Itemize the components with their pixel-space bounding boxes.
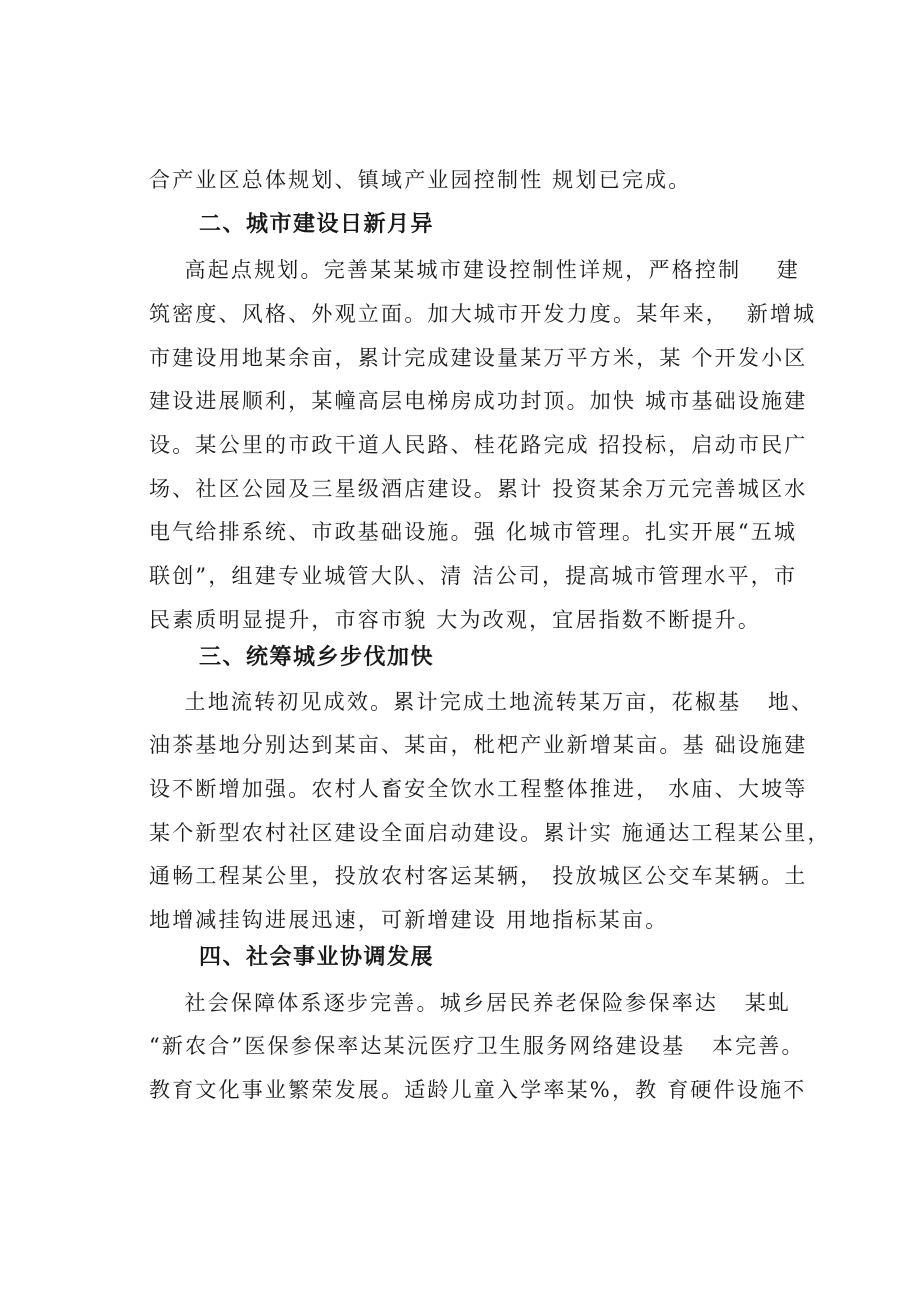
section-heading-urban-construction: 二、城市建设日新月异 — [199, 212, 435, 237]
paragraph-line: 筑密度、风格、外观立面。加大城市开发力度。某年来， 新增城 — [149, 302, 817, 326]
paragraph-line: 电气给排系统、市政基础设施。强 化城市管理。扎实开展“五城 — [149, 520, 798, 544]
paragraph-line: 市建设用地某余亩，累计完成建设量某万平方米，某 个开发小区 — [149, 346, 808, 370]
paragraph-line: 土地流转初见成效。累计完成土地流转某万亩，花椒基 地、 — [149, 690, 815, 714]
paragraph-line: 建设进展顺利，某幢高层电梯房成功封顶。加快 城市基础设施建 — [149, 389, 808, 413]
paragraph-line: 教育文化事业繁荣发展。适龄儿童入学率某%，教 育硬件设施不 — [149, 1078, 807, 1102]
paragraph-line: 设。某公里的市政干道人民路、桂花路完成 招投标，启动市民广 — [149, 433, 808, 457]
section-heading-urban-rural: 三、统筹城乡步伐加快 — [199, 645, 435, 670]
section-heading-social-affairs: 四、社会事业协调发展 — [199, 945, 435, 970]
paragraph-line: 通畅工程某公里，投放农村客运某辆， 投放城区公交车某辆。土 — [149, 864, 808, 888]
paragraph-line: 某个新型农村社区建设全面启动建设。累计实 施通达工程某公里， — [149, 821, 831, 845]
paragraph-line: 设不断增加强。农村人畜安全饮水工程整体推进， 水庙、大坡等 — [149, 777, 808, 801]
paragraph-line: 联创”，组建专业城管大队、清 洁公司，提高城市管理水平，市 — [149, 564, 798, 588]
paragraph-line: 场、社区公园及三星级酒店建设。累计 投资某余万元完善城区水 — [149, 477, 808, 501]
paragraph-line: 高起点规划。完善某某城市建设控制性详规，严格控制 建 — [149, 258, 800, 282]
paragraph-line: 油茶基地分别达到某亩、某亩，枇杷产业新增某亩。基 础设施建 — [149, 733, 808, 757]
intro-line: 合产业区总体规划、镇域产业园控制性 规划已完成。 — [149, 168, 692, 192]
paragraph-line: 地增减挂钩进展迅速，可新增建设 用地指标某亩。 — [149, 908, 669, 932]
paragraph-line: “新农合”医保参保率达某沅医疗卫生服务网络建设基 本完善。 — [149, 1034, 805, 1058]
paragraph-line: 社会保障体系逐步完善。城乡居民养老保险参保率达 某虬 — [149, 991, 792, 1015]
paragraph-line: 民素质明显提升，市容市貌 大为改观，宜居指数不断提升。 — [149, 608, 762, 632]
